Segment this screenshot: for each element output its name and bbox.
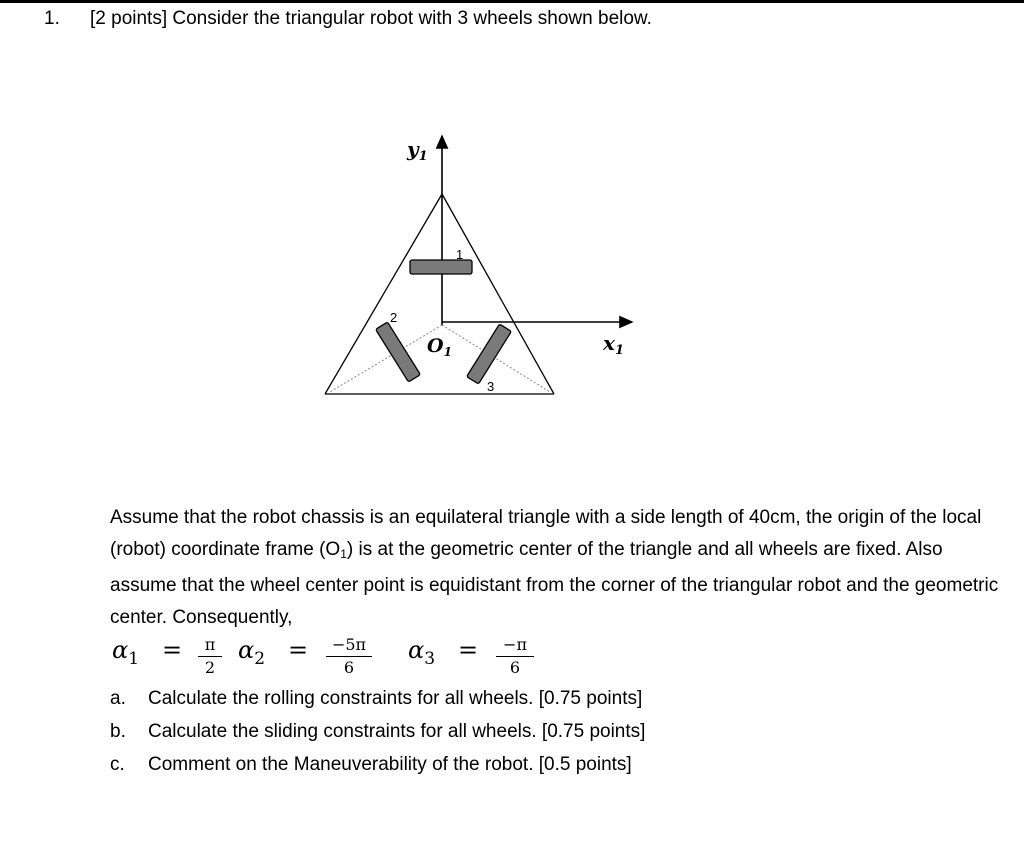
alpha-1-value: π 2	[198, 636, 222, 677]
task-letter: c.	[110, 754, 125, 775]
alpha-3-value: −π 6	[496, 636, 534, 677]
alpha-2-value: −5π 6	[326, 636, 372, 677]
paragraph-subscript: 1	[340, 546, 347, 561]
alpha-1-lhs: $\alpha_1$	[112, 636, 140, 669]
wheel-1	[410, 260, 472, 274]
wheel-2	[376, 322, 421, 382]
top-rule	[0, 0, 1024, 3]
alpha-3-equals: =	[458, 636, 479, 664]
task-letter: b.	[110, 721, 126, 742]
question-number: 1.	[44, 8, 60, 29]
x-axis-label: $x_1$	[603, 331, 624, 358]
alpha-1-equals: =	[162, 636, 183, 664]
wheel-2-label: 2	[390, 310, 398, 325]
y-axis-label: $y_1$	[407, 137, 428, 164]
wheel-1-label: 1	[456, 247, 464, 262]
task-letter: a.	[110, 688, 126, 709]
origin-label: $O_1$	[427, 335, 452, 359]
wheel-3	[467, 324, 512, 384]
paragraph-part-2: ) is at the geometric center of the triangle and all wheels are fixed. Also assume that the wheel center point is equidistant from the corner of the triangular robot and the geometric center. Consequently,	[110, 538, 999, 628]
alpha-3-lhs: $\alpha_3$	[408, 636, 436, 669]
chassis-right-edge	[442, 194, 554, 394]
problem-description	[110, 502, 1000, 633]
paragraph-part-1: Assume that the robot chassis is an equilateral triangle with a side length of 40cm, the origin of the local (robot) coordinate frame (O	[110, 507, 982, 560]
task-text: Calculate the sliding constraints for all wheels. [0.75 points]	[148, 721, 646, 742]
alpha-2-lhs: $\alpha_2$	[238, 636, 266, 669]
alpha-2-equals: =	[288, 636, 309, 664]
robot-diagram	[300, 120, 660, 410]
question-header: [2 points] Consider the triangular robot with 3 wheels shown below.	[90, 8, 652, 29]
chassis-left-edge	[325, 194, 442, 394]
task-text: Calculate the rolling constraints for all wheels. [0.75 points]	[148, 688, 643, 709]
task-text: Comment on the Maneuverability of the robot. [0.5 points]	[148, 754, 632, 775]
wheel-3-label: 3	[487, 379, 495, 394]
